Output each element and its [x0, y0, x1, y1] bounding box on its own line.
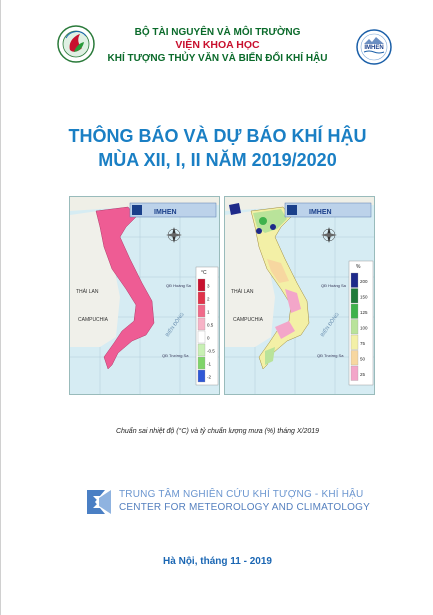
label-east-sea-rain: BIỂN ĐÔNG [319, 311, 341, 339]
label-cambodia-rain: CAMPUCHIA [233, 317, 264, 323]
title-line-2: MÙA XII, I, II NĂM 2019/2020 [98, 150, 337, 170]
temperature-legend-swatch [198, 292, 205, 304]
center-name-vi: TRUNG TÂM NGHIÊN CỨU KHÍ TƯỢNG - KHÍ HẬU [119, 489, 364, 500]
temperature-legend-swatch [198, 357, 205, 369]
rainfall-legend-swatch [351, 304, 358, 319]
rainfall-legend-label: 100 [360, 325, 368, 331]
center-name-en: CENTER FOR METEOROLOGY AND CLIMATOLOGY [119, 502, 370, 513]
rainfall-legend-swatch [351, 351, 358, 366]
rainfall-legend-swatch [351, 320, 358, 335]
imhen-logo-text: IMHEN [364, 45, 384, 51]
temperature-legend-swatch [198, 331, 205, 343]
ministry-name: BỘ TÀI NGUYÊN VÀ MÔI TRƯỜNG [134, 27, 301, 38]
imhen-logo-icon [355, 28, 393, 66]
label-laos-rain: THÁI LAN [231, 289, 254, 295]
rainfall-legend-swatch [351, 289, 358, 304]
institute-name: VIỆN KHOA HỌC [175, 39, 260, 51]
rainfall-legend-swatch [351, 273, 358, 288]
label-hoang-sa: QĐ Hoàng Sa [166, 283, 191, 288]
label-laos: THÁI LAN [76, 289, 99, 295]
climate-maps [69, 196, 375, 395]
rainfall-legend-swatch [351, 366, 358, 381]
institute-subtitle: KHÍ TƯỢNG THỦY VĂN VÀ BIẾN ĐỔI KHÍ HẬU [107, 53, 328, 64]
rainfall-legend-label: 25 [360, 371, 366, 377]
rainfall-legend-label: 50 [360, 356, 366, 362]
temperature-anomaly-map [69, 196, 220, 395]
temperature-legend-swatch [198, 370, 205, 382]
temperature-legend-label: 0 [207, 335, 210, 341]
temperature-legend-label: 1 [207, 309, 210, 315]
temperature-map-graphic [70, 197, 220, 395]
temperature-legend-label: -1 [207, 361, 212, 367]
rainfall-legend-label: 75 [360, 340, 366, 346]
temperature-legend-swatch [198, 279, 205, 291]
temperature-legend-label: -2 [207, 374, 212, 380]
temperature-legend-label: 2 [207, 296, 210, 302]
rainfall-legend [349, 261, 373, 385]
rainfall-legend-label: 125 [360, 309, 368, 315]
rainfall-legend-unit: % [356, 264, 361, 270]
rainfall-map-graphic [225, 197, 375, 395]
center-logo-icon [85, 488, 113, 516]
title-line-1: THÔNG BÁO VÀ DỰ BÁO KHÍ HẬU [68, 126, 367, 146]
rainfall-legend-label: 150 [360, 294, 368, 300]
temperature-legend-swatch [198, 344, 205, 356]
temperature-legend-label: 0.5 [207, 322, 214, 328]
label-hoang-sa-rain: QĐ Hoàng Sa [321, 283, 346, 288]
temperature-legend-label: -0.5 [207, 348, 215, 354]
temperature-legend [196, 267, 218, 385]
temperature-legend-unit: °C [201, 270, 207, 276]
map-banner-rainfall: IMHEN [309, 209, 332, 216]
map-banner-temperature: IMHEN [154, 209, 177, 216]
maps-caption: Chuẩn sai nhiệt độ (°C) và tỷ chuẩn lượng mưa (%) tháng X/2019 [115, 428, 320, 435]
footer-date: Hà Nội, tháng 11 - 2019 [163, 556, 272, 567]
rainfall-legend-swatch [351, 335, 358, 350]
report-title [1, 124, 433, 172]
label-cambodia: CAMPUCHIA [78, 317, 109, 323]
temperature-legend-swatch [198, 318, 205, 330]
temperature-legend-swatch [198, 305, 205, 317]
label-truong-sa-rain: QĐ Trường Sa [317, 353, 344, 358]
label-east-sea-temperature: BIỂN ĐÔNG [164, 311, 186, 339]
rainfall-legend-label: 200 [360, 278, 368, 284]
temperature-legend-label: 3 [207, 283, 210, 289]
label-truong-sa: QĐ Trường Sa [162, 353, 189, 358]
rainfall-ratio-map [224, 196, 375, 395]
